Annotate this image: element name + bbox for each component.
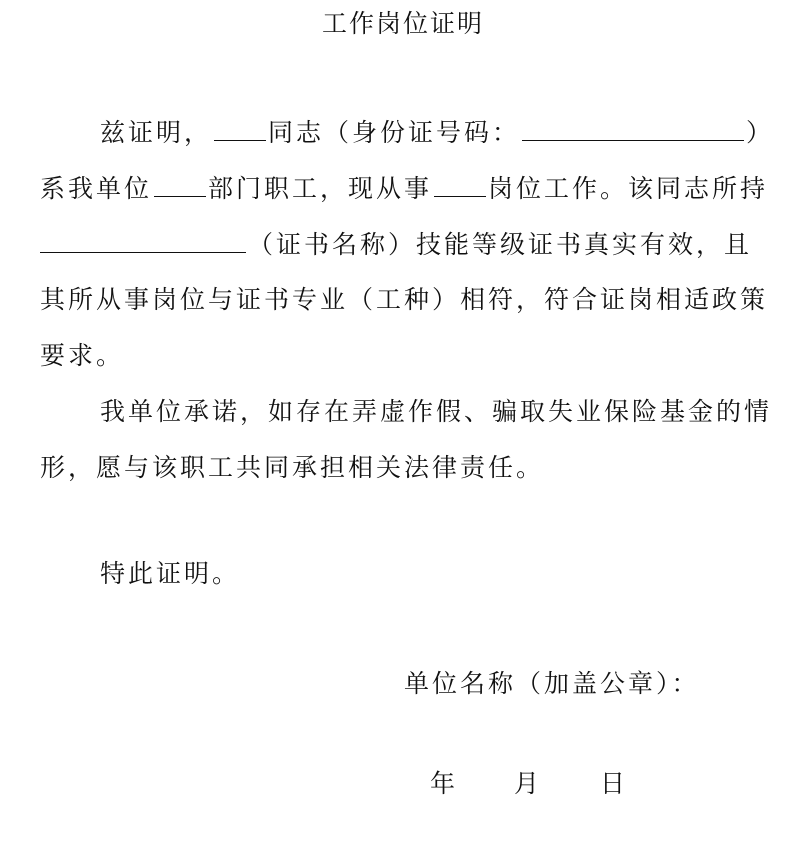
text-segment: （证书名称）技能等级证书真实有效，且: [248, 230, 753, 259]
certificate-name-blank[interactable]: [40, 226, 246, 253]
paragraph2-line1: 我单位承诺，如存在弄虚作假、骗取失业保险基金的情: [100, 397, 773, 426]
date-day-label: 日: [600, 769, 626, 798]
department-blank[interactable]: [154, 170, 206, 197]
unit-name-label: 单位名称（加盖公章）：: [404, 669, 700, 698]
paragraph1-line3: [40, 226, 752, 263]
paragraph2-line2: 形，愿与该职工共同承担相关法律责任。: [40, 453, 545, 482]
text-segment: ）: [746, 118, 775, 147]
text-segment: 兹证明，: [100, 118, 213, 147]
document-title: 工作岗位证明: [321, 9, 484, 38]
text-segment: 系我单位: [40, 174, 153, 203]
paragraph1-line2: [40, 170, 768, 207]
paragraph1-line5: 要求。: [40, 341, 125, 370]
paragraph1-line4: 其所从事岗位与证书专业（工种）相符，符合证岗相适政策: [40, 285, 769, 314]
paragraph1-line1: [100, 114, 774, 151]
date-month-label: 月: [514, 769, 540, 798]
text-segment: 同志（身份证号码：: [268, 118, 521, 147]
date-year-label: 年: [430, 769, 456, 798]
text-segment: 部门职工，现从事: [208, 174, 433, 203]
id-number-blank[interactable]: [522, 114, 744, 141]
closing-statement: 特此证明。: [100, 559, 241, 588]
name-blank[interactable]: [214, 114, 266, 141]
text-segment: 岗位工作。该同志所持: [488, 174, 769, 203]
position-blank[interactable]: [434, 170, 486, 197]
